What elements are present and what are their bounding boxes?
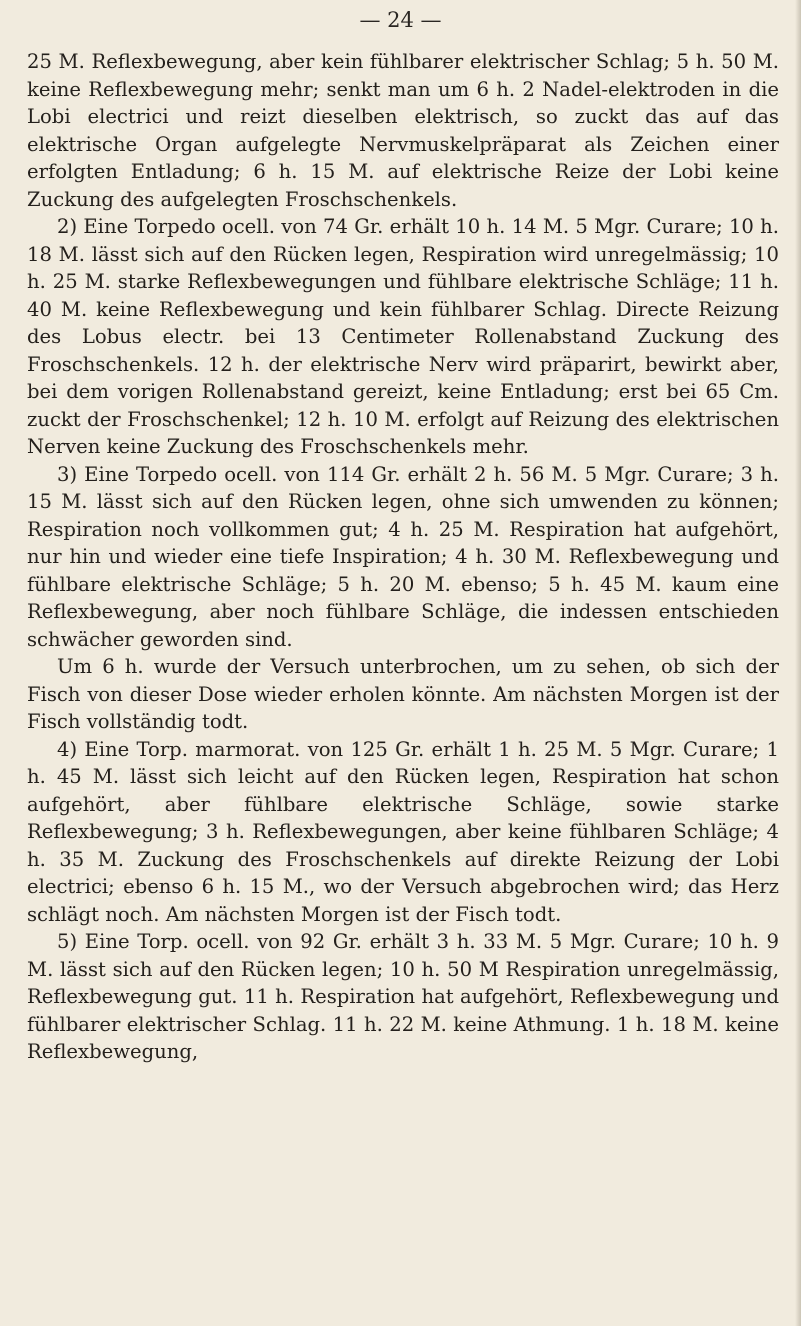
paragraph-experiment-2: 2) Eine Torpedo ocell. von 74 Gr. erhält 10 h. 14 M. 5 Mgr. Curare; 10 h. 18 M. lässt sich auf den Rücken legen, Respiration wird unregelmässig; 10 h. 25 M. starke Reflexbewegungen und fühlbare elektrische Schläge; 11 h. 40 M. keine Reflexbewegung und kein fühlbarer Schlag. Directe Reizung des Lobus electr. bei 13 Centimeter Rollenabstand Zuckung des Froschschenkels. 12 h. der elektrische Nerv wird präparirt, bewirkt aber, bei dem vorigen Rollenabstand gereizt, keine Entladung; erst bei 65 Cm. zuckt der Froschschenkel; 12 h. 10 M. erfolgt auf Reizung des elektrischen Nerven keine Zuckung des Froschschenkels mehr. bbox=[27, 215, 779, 458]
paragraph-experiment-5: 5) Eine Torp. ocell. von 92 Gr. erhält 3 h. 33 M. 5 Mgr. Curare; 10 h. 9 M. lässt sich auf den Rücken legen; 10 h. 50 M Respiration unregelmässig, Reflexbewegung gut. 11 h. Respiration hat aufgehört, Reflexbewegung und fühlbarer elektrischer Schlag. 11 h. 22 M. keine Athmung. 1 h. 18 M. keine Reflexbewegung, bbox=[27, 930, 779, 1063]
page-body bbox=[27, 48, 779, 1066]
page-number: — 24 — bbox=[359, 8, 442, 32]
paragraph-continuation: 25 M. Reflexbewegung, aber kein fühlbarer elektrischer Schlag; 5 h. 50 M. keine Reflexbewegung mehr; senkt man um 6 h. 2 Nadel-elektroden in die Lobi electrici und reizt dieselben elektrisch, so zuckt das auf das elektrische Organ aufgelegte Nervmuskelpräparat als Zeichen einer erfolgten Entladung; 6 h. 15 M. auf elektrische Reize der Lobi keine Zuckung des aufgelegten Froschschenkels. bbox=[27, 50, 779, 211]
paragraph-experiment-3: 3) Eine Torpedo ocell. von 114 Gr. erhält 2 h. 56 M. 5 Mgr. Curare; 3 h. 15 M. lässt sich auf den Rücken legen, ohne sich umwenden zu können; Respiration noch vollkommen gut; 4 h. 25 M. Respiration hat aufgehört, nur hin und wieder eine tiefe Inspiration; 4 h. 30 M. Reflexbewegung und fühlbare elektrische Schläge; 5 h. 20 M. ebenso; 5 h. 45 M. kaum eine Reflexbewegung, aber noch fühlbare Schläge, die indessen entschieden schwächer geworden sind. bbox=[27, 462, 779, 651]
paragraph-experiment-3-followup: Um 6 h. wurde der Versuch unterbrochen, um zu sehen, ob sich der Fisch von dieser Dose wieder erholen könnte. Am nächsten Morgen ist der Fisch vollständig todt. bbox=[27, 655, 779, 733]
paragraph-experiment-4: 4) Eine Torp. marmorat. von 125 Gr. erhält 1 h. 25 M. 5 Mgr. Curare; 1 h. 45 M. lässt sich leicht auf den Rücken legen, Respiration hat schon aufgehört, aber fühlbare elektrische Schläge, sowie starke Reflexbewegung; 3 h. Reflexbewegungen, aber keine fühlbaren Schläge; 4 h. 35 M. Zuckung des Froschschenkels auf direkte Reizung der Lobi electrici; ebenso 6 h. 15 M., wo der Versuch abgebrochen wird; das Herz schlägt noch. Am nächsten Morgen ist der Fisch todt. bbox=[27, 737, 779, 926]
page-edge-shadow bbox=[795, 0, 801, 1326]
